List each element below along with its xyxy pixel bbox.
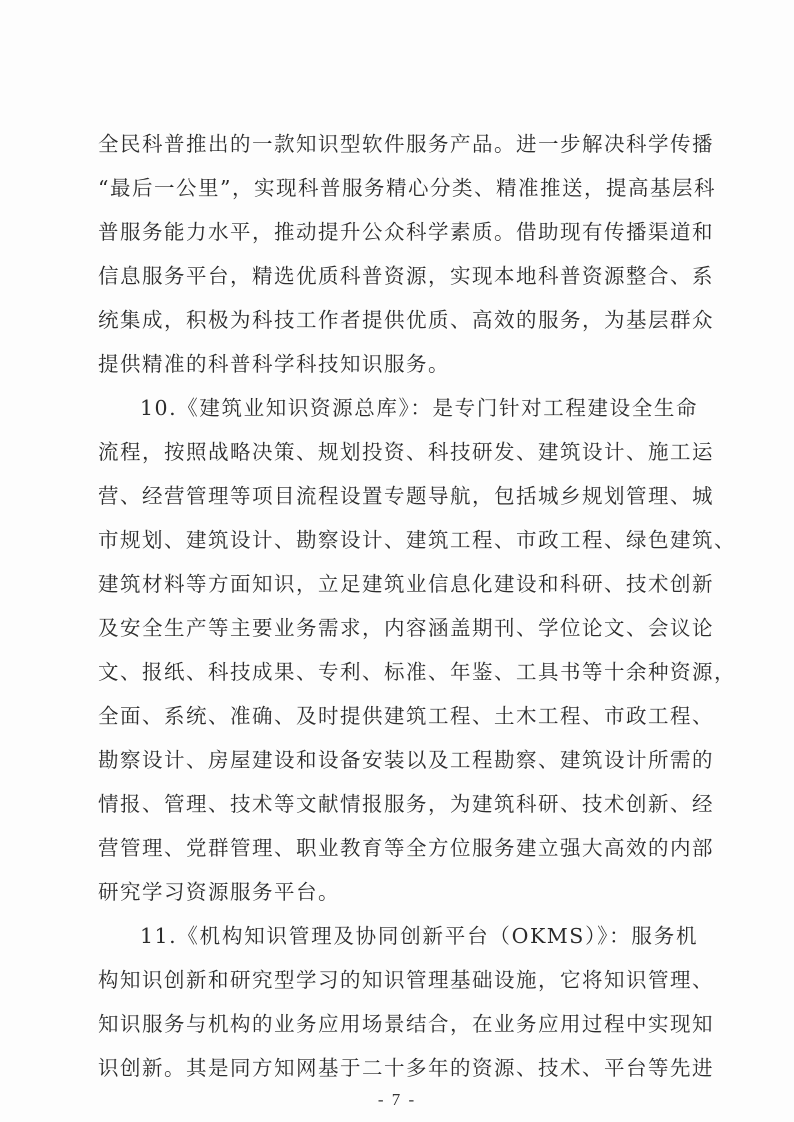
- body-text-line: 营、经营管理等项目流程设置专题导航，包括城乡规划管理、城: [98, 484, 714, 508]
- body-text-line: 提供精准的科普科学科技知识服务。: [98, 352, 450, 376]
- body-text-line: 统集成，积极为科技工作者提供优质、高效的服务，为基层群众: [98, 308, 714, 332]
- body-text-line: 研究学习资源服务平台。: [98, 880, 340, 904]
- body-text-line: 建筑材料等方面知识，立足建筑业信息化建设和科研、技术创新: [98, 572, 714, 596]
- body-text-line: 流程，按照战略决策、规划投资、科技研发、建筑设计、施工运: [98, 440, 714, 464]
- body-text-line: 营管理、党群管理、职业教育等全方位服务建立强大高效的内部: [98, 836, 714, 860]
- body-text-line: 全民科普推出的一款知识型软件服务产品。进一步解决科学传播: [98, 132, 714, 156]
- body-text-line: 识创新。其是同方知网基于二十多年的资源、技术、平台等先进: [98, 1056, 714, 1080]
- body-text-line: 及安全生产等主要业务需求，内容涵盖期刊、学位论文、会议论: [98, 616, 714, 640]
- body-text-line: 信息服务平台，精选优质科普资源，实现本地科普资源整合、系: [98, 264, 714, 288]
- body-text-line: 知识服务与机构的业务应用场景结合，在业务应用过程中实现知: [98, 1012, 714, 1036]
- page-number: - 7 -: [377, 1090, 417, 1109]
- paragraph-heading-11: 11.《机构知识管理及协同创新平台（OKMS）》：服务机: [140, 924, 698, 948]
- body-text-line: “最后一公里”，实现科普服务精心分类、精准推送，提高基层科: [98, 176, 716, 200]
- body-text-line: 市规划、建筑设计、勘察设计、建筑工程、市政工程、绿色建筑、: [98, 528, 736, 552]
- body-text-line: 勘察设计、房屋建设和设备安装以及工程勘察、建筑设计所需的: [98, 748, 714, 772]
- body-text-line: 构知识创新和研究型学习的知识管理基础设施，它将知识管理、: [98, 968, 714, 992]
- body-text-line: 普服务能力水平，推动提升公众科学素质。借助现有传播渠道和: [98, 220, 714, 244]
- body-text-line: 全面、系统、准确、及时提供建筑工程、土木工程、市政工程、: [98, 704, 714, 728]
- paragraph-heading-10: 10.《建筑业知识资源总库》：是专门针对工程建设全生命: [140, 396, 698, 420]
- body-text-line: 文、报纸、科技成果、专利、标准、年鉴、工具书等十余种资源，: [98, 660, 736, 684]
- body-text-line: 情报、管理、技术等文献情报服务，为建筑科研、技术创新、经: [98, 792, 714, 816]
